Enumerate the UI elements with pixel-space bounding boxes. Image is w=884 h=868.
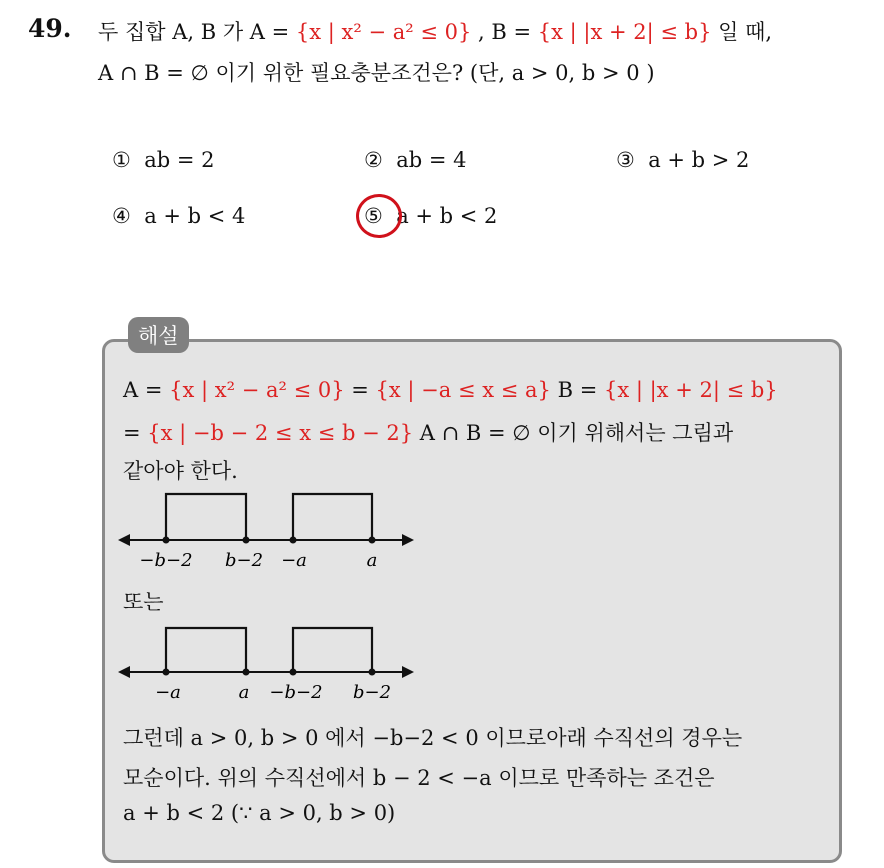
solution-line-5: 모순이다. 위의 수직선에서 b − 2 < −a 이므로 만족하는 조건은 <box>123 766 715 790</box>
solution-line-1 <box>123 378 778 402</box>
question-text: 일 때, <box>711 20 773 44</box>
endpoint-dot <box>369 537 376 544</box>
question-line-1 <box>98 16 772 46</box>
set-a-definition: {x | x² − a² ≤ 0} <box>295 20 472 44</box>
choice-number: ⑤ <box>364 204 383 228</box>
endpoint-dot <box>163 537 170 544</box>
solution-line-3: 같아야 한다. <box>123 459 238 483</box>
choice-text: ab = 2 <box>144 148 215 172</box>
arrow-right-icon <box>402 666 414 678</box>
tick-label: b−2 <box>224 550 264 571</box>
tick-label: a <box>238 682 250 703</box>
choice-number: ④ <box>112 204 131 228</box>
solution-line-4: 그런데 a > 0, b > 0 에서 −b−2 < 0 이므로아래 수직선의 경우는 <box>123 726 743 750</box>
arrow-right-icon <box>402 534 414 546</box>
set-a-interval: {x | −a ≤ x ≤ a} <box>375 378 551 402</box>
endpoint-dot <box>163 669 170 676</box>
tick-label: −a <box>155 682 181 703</box>
question-number: 49. <box>28 14 72 43</box>
endpoint-dot <box>243 669 250 676</box>
set-b-interval: {x | −b − 2 ≤ x ≤ b − 2} <box>147 421 414 445</box>
interval-b-box <box>293 628 372 672</box>
endpoint-dot <box>243 537 250 544</box>
choice-3[interactable] <box>616 148 749 172</box>
arrow-left-icon <box>118 534 130 546</box>
endpoint-dot <box>369 669 376 676</box>
set-b-definition: {x | |x + 2| ≤ b} <box>603 378 778 402</box>
solution-text: A = <box>123 378 170 402</box>
choice-number: ③ <box>616 148 635 172</box>
question-text: 두 집합 A, B 가 A = <box>98 20 296 44</box>
answer-circle-mark <box>356 194 402 238</box>
set-a-definition: {x | x² − a² ≤ 0} <box>169 378 345 402</box>
tick-label: −b−2 <box>269 682 323 703</box>
question-text: , B = <box>471 20 538 44</box>
number-line-diagram-1 <box>118 488 418 572</box>
tick-label: b−2 <box>352 682 392 703</box>
endpoint-dot <box>290 537 297 544</box>
solution-text: B = <box>550 378 604 402</box>
choice-number: ② <box>364 148 383 172</box>
solution-tag: 해설 <box>128 317 189 353</box>
solution-line-2 <box>123 417 733 447</box>
choice-1[interactable] <box>112 148 214 172</box>
choice-text: a + b < 2 <box>396 204 498 228</box>
choice-number: ① <box>112 148 131 172</box>
solution-or: 또는 <box>123 590 164 614</box>
tick-label: −b−2 <box>139 550 193 571</box>
number-line-diagram-2 <box>118 622 418 706</box>
tick-label: a <box>366 550 378 571</box>
solution-text: = <box>344 378 376 402</box>
interval-b-box <box>166 494 246 540</box>
endpoint-dot <box>290 669 297 676</box>
arrow-left-icon <box>118 666 130 678</box>
interval-a-box <box>293 494 372 540</box>
interval-a-box <box>166 628 246 672</box>
choice-text: a + b > 2 <box>648 148 750 172</box>
tick-label: −a <box>281 550 307 571</box>
choice-2[interactable] <box>364 148 466 172</box>
choice-4[interactable] <box>112 204 245 228</box>
choice-text: ab = 4 <box>396 148 467 172</box>
set-b-definition: {x | |x + 2| ≤ b} <box>537 20 712 44</box>
choice-text: a + b < 4 <box>144 204 246 228</box>
question-line-2: A ∩ B = ∅ 이기 위한 필요충분조건은? (단, a > 0, b > 0 ) <box>98 61 655 85</box>
solution-text: A ∩ B = ∅ 이기 위해서는 그림과 <box>413 421 734 445</box>
solution-text: = <box>123 421 148 445</box>
solution-line-6: a + b < 2 (∵ a > 0, b > 0) <box>123 801 396 825</box>
